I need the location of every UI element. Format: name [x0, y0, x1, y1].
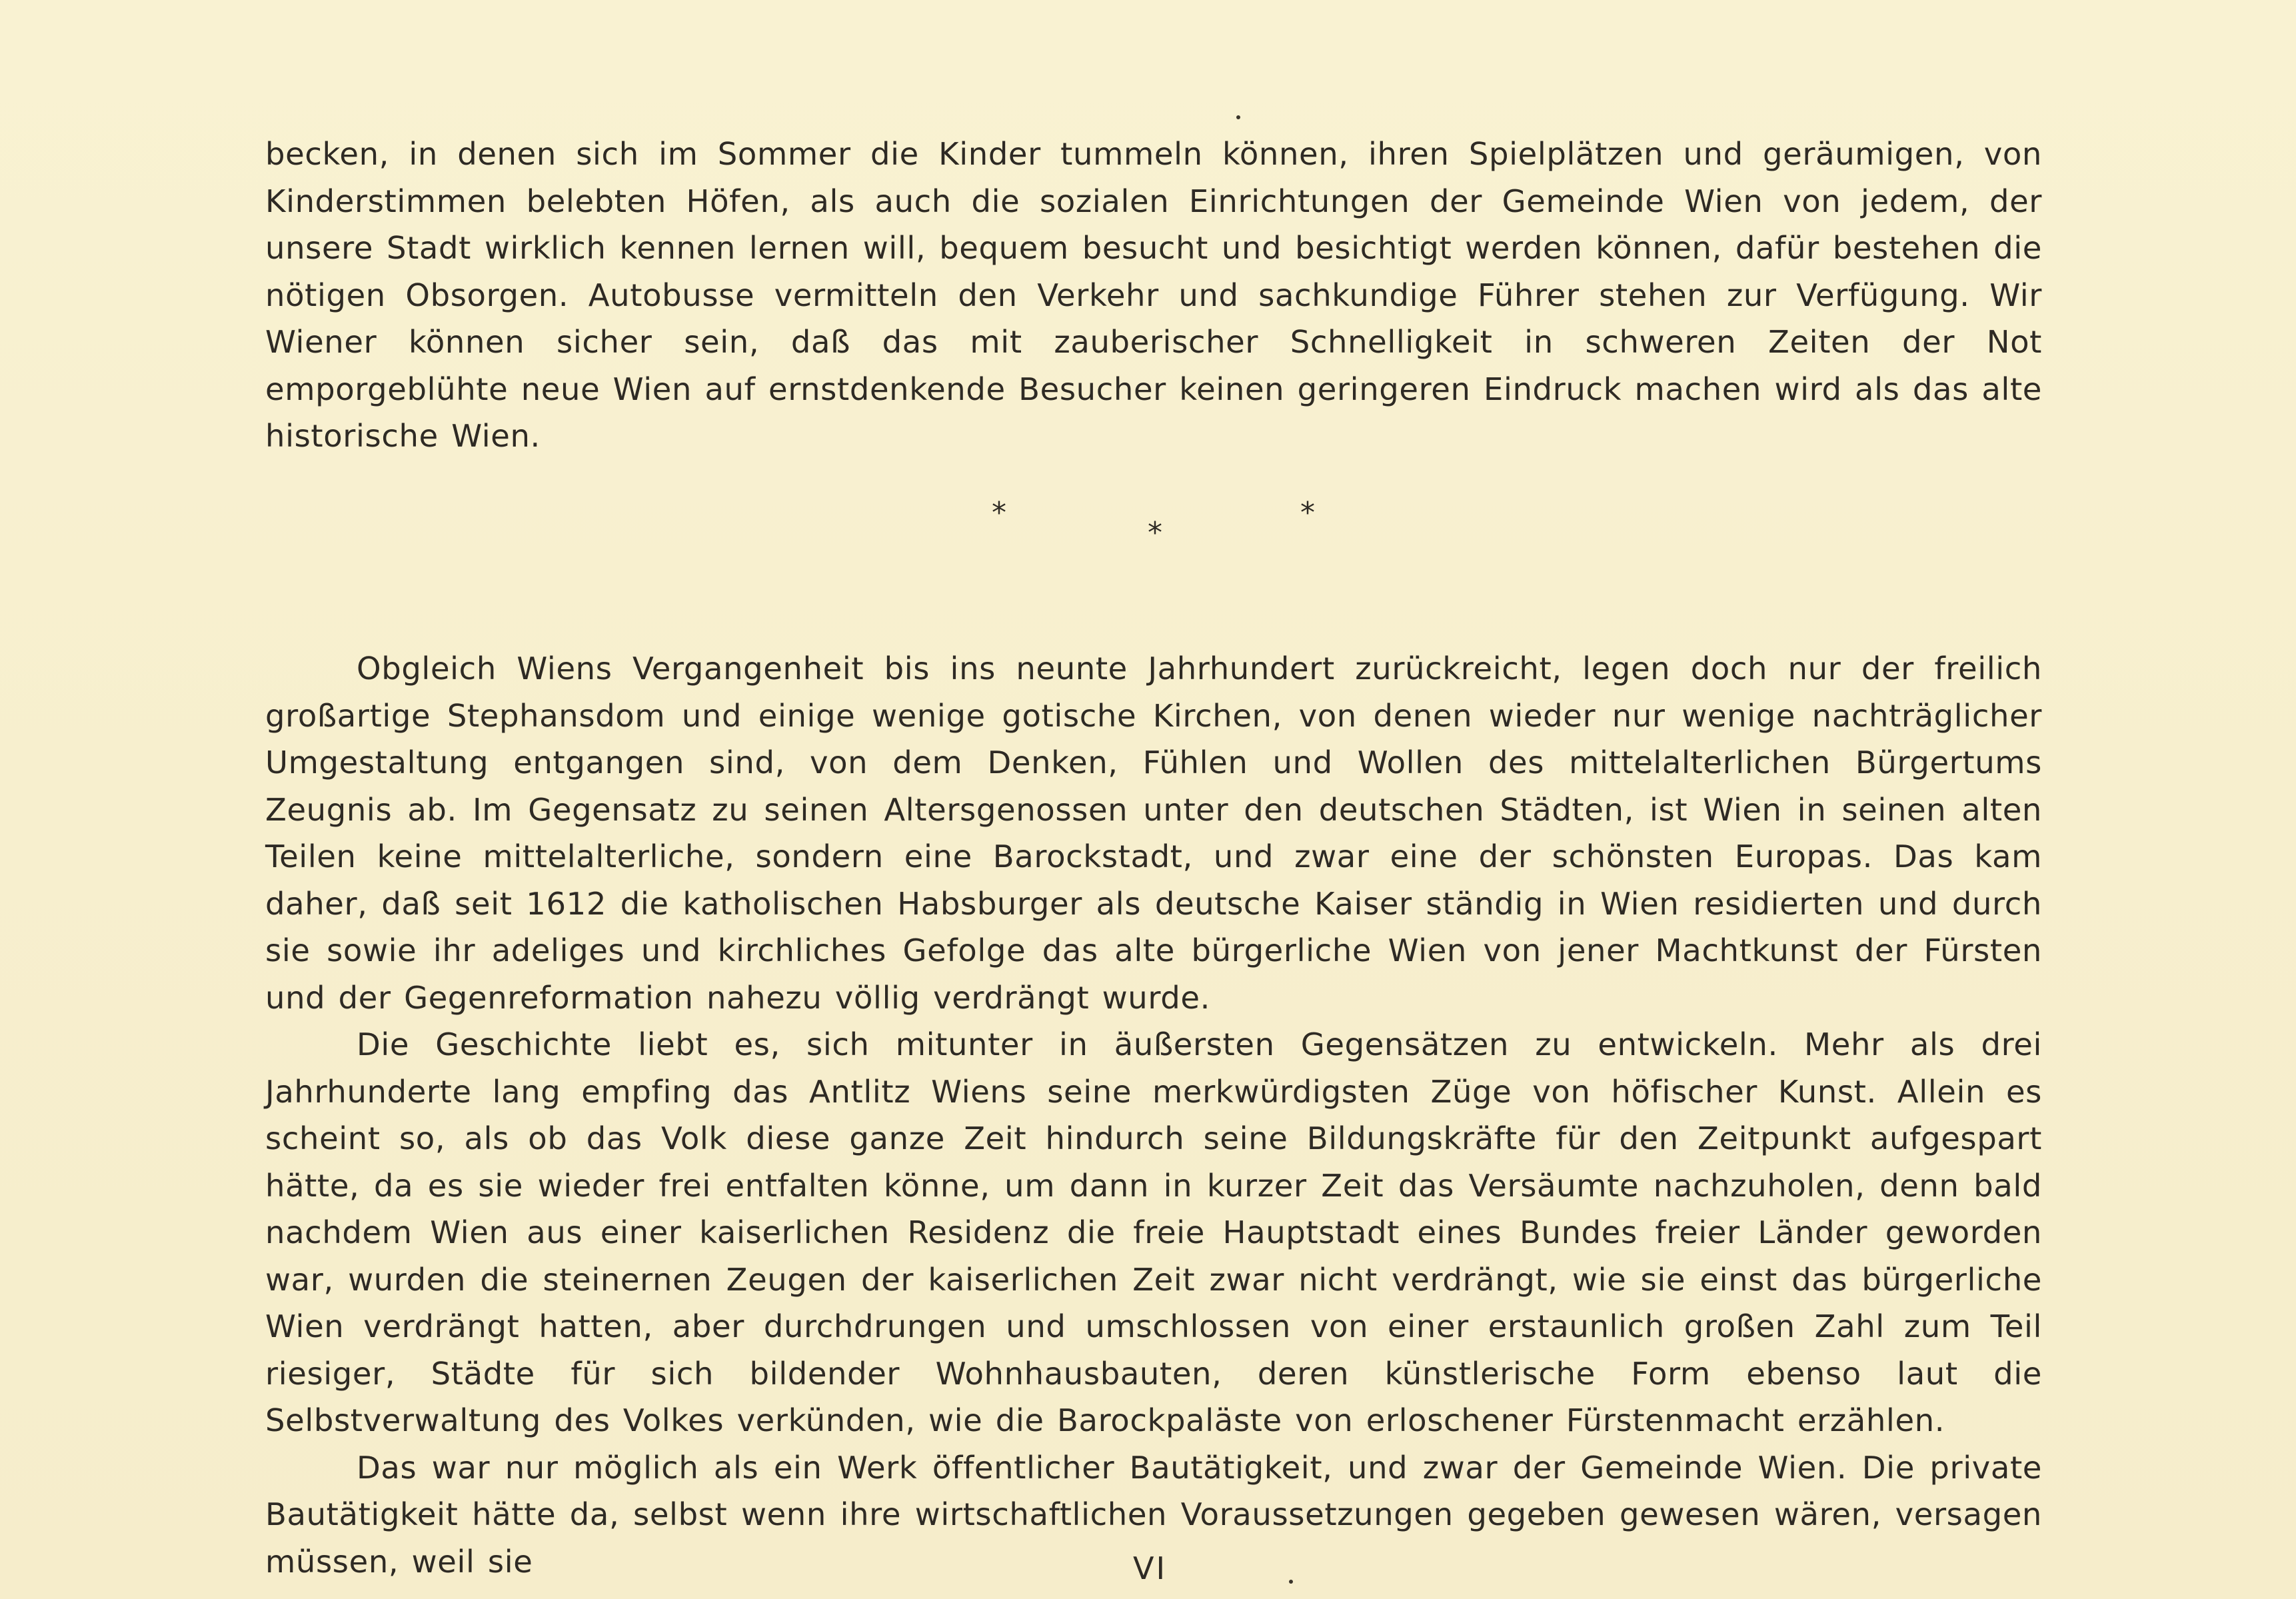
print-speck: [1236, 115, 1240, 119]
separator-asterisk: *: [1300, 496, 1315, 530]
separator-asterisk: *: [992, 496, 1006, 530]
page-number: VI: [1133, 1550, 1168, 1586]
text-section-bottom: [265, 645, 2042, 1585]
separator-asterisk: *: [1148, 516, 1162, 550]
paragraph: Obgleich Wiens Vergangenheit bis ins neunte Jahrhundert zurückreicht, legen doch nur der freilich großartige Stephansdom und einige wenige gotische Kirchen, von denen wieder nur wenige nachträglicher Umgestaltung entgangen sind, von dem Denken, Fühlen und Wollen des mittelalterlichen Bürgertums Zeugnis ab. Im Gegensatz zu seinen Altersgenossen unter den deutschen Städten, ist Wien in seinen alten Teilen keine mittelalterliche, sondern eine Barockstadt, und zwar eine der schönsten Europas. Das kam daher, daß seit 1612 die katholischen Habsburger als deutsche Kaiser ständig in Wien residierten und durch sie sowie ihr adeliges und kirchliches Gefolge das alte bürgerliche Wien von jener Machtkunst der Fürsten und der Gegenreformation nahezu völlig verdrängt wurde.: [265, 651, 2042, 1016]
text-section-top: [265, 131, 2042, 460]
paragraph: Die Geschichte liebt es, sich mitunter in äußersten Gegensätzen zu entwickeln. Mehr als drei Jahrhunderte lang empfing das Antlitz Wiens seine merkwürdigsten Züge von höfischer Kunst. Allein es scheint so, als ob das Volk diese ganze Zeit hindurch seine Bildungskräfte für den Zeitpunkt aufgespart hätte, da es sie wieder frei entfalten könne, um dann in kurzer Zeit das Versäumte nachzuholen, denn bald nachdem Wien aus einer kaiserlichen Residenz die freie Hauptstadt eines Bundes freier Länder geworden war, wurden die steinernen Zeugen der kaiserlichen Zeit zwar nicht verdrängt, wie sie einst das bürgerliche Wien verdrängt hatten, aber durchdrungen und umschlossen von einer erstaunlich großen Zahl zum Teil riesiger, Städte für sich bildender Wohnhausbauten, deren künstlerische Form ebenso laut die Selbstverwaltung des Volkes verkünden, wie die Barockpaläste von erloschener Fürstenmacht erzählen.: [265, 1026, 2042, 1438]
print-speck: [1289, 1580, 1293, 1584]
paragraph: becken, in denen sich im Sommer die Kinder tummeln können, ihren Spielplätzen und geräumigen, von Kinderstimmen belebten Höfen, als auch die sozialen Einrichtungen der Gemeinde Wien von jedem, der unsere Stadt wirklich kennen lernen will, bequem besucht und besichtigt werden können, dafür bestehen die nötigen Obsorgen. Autobusse vermitteln den Verkehr und sachkundige Führer stehen zur Verfügung. Wir Wiener können sicher sein, daß das mit zauberischer Schnelligkeit in schweren Zeiten der Not emporgeblühte neue Wien auf ernstdenkende Besucher keinen geringeren Eindruck machen wird als das alte historische Wien.: [265, 136, 2042, 454]
paragraph: Das war nur möglich als ein Werk öffentlicher Bautätigkeit, und zwar der Gemeinde Wien. Die private Bautätigkeit hätte da, selbst wenn ihre wirtschaftlichen Voraussetzungen gegeben gewesen wären, versagen müssen, weil sie: [265, 1449, 2042, 1580]
